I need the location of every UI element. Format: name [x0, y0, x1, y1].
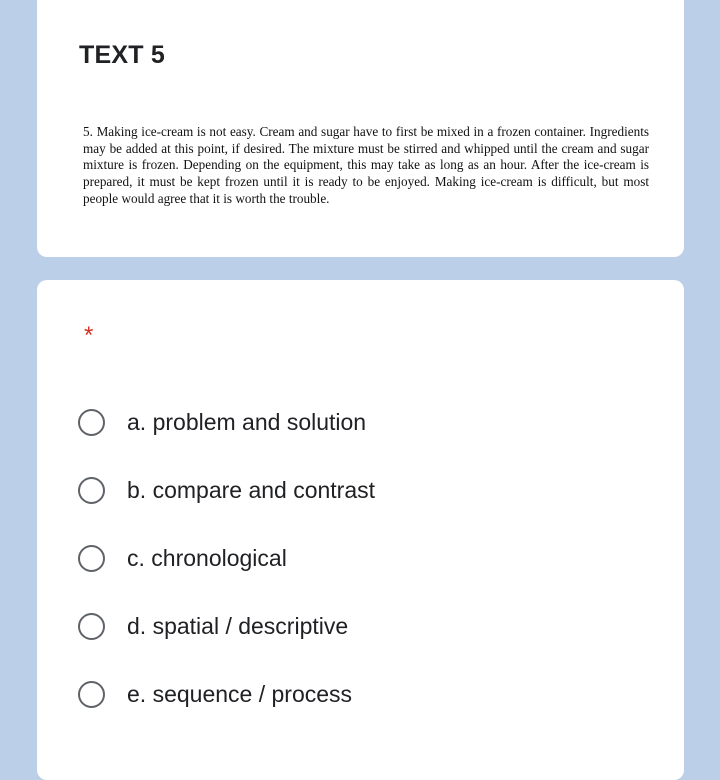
section-title: TEXT 5 [79, 41, 165, 69]
option-label: d. spatial / descriptive [127, 612, 349, 639]
radio-button-icon[interactable] [78, 545, 105, 572]
option-label: c. chronological [127, 544, 287, 571]
option-label: b. compare and contrast [127, 476, 376, 503]
option-e[interactable] [78, 677, 352, 711]
radio-button-icon[interactable] [78, 613, 105, 640]
passage-text: 5. Making ice-cream is not easy. Cream and sugar have to first be mixed in a frozen container. Ingredients may be added at this point, if desired. The mixture must be stirred and whipped until the cream and sugar mixture is frozen. Depending on the equipment, this may take as long as an hour. After the ice-cream is prepared, it must be kept frozen until it is ready to be enjoyed. Making ice-cream is difficult, but most people would agree that it is worth the trouble. [83, 124, 649, 206]
passage-card [37, 0, 684, 257]
option-b[interactable] [78, 473, 375, 507]
option-label: a. problem and solution [127, 408, 367, 435]
radio-button-icon[interactable] [78, 681, 105, 708]
radio-button-icon[interactable] [78, 477, 105, 504]
option-a[interactable] [78, 405, 366, 439]
option-c[interactable] [78, 541, 287, 575]
option-d[interactable] [78, 609, 348, 643]
required-asterisk: * [84, 322, 94, 349]
question-card [37, 280, 684, 780]
option-label: e. sequence / process [127, 680, 353, 707]
radio-button-icon[interactable] [78, 409, 105, 436]
